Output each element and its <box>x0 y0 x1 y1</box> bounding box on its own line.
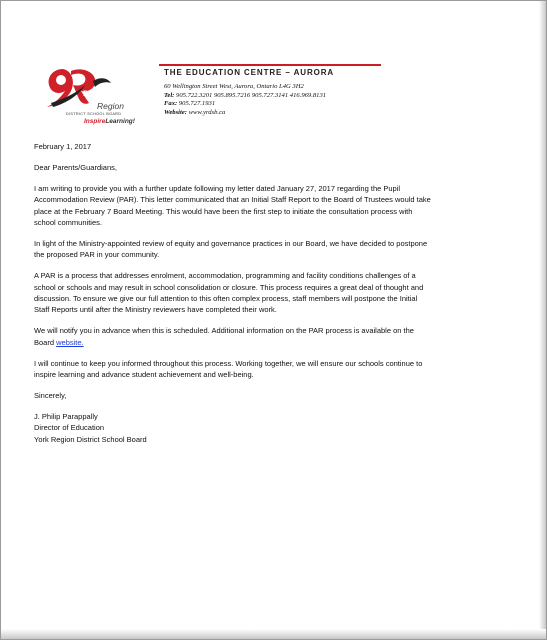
board-text: Board <box>34 337 57 347</box>
address-block <box>164 83 326 118</box>
paragraph-line: I am writing to provide you with a further update following my letter dated January 27, 2017 regarding the Pupil <box>34 183 401 193</box>
paragraph-line: school communities. <box>34 218 102 228</box>
paragraph-update <box>34 183 504 229</box>
logo-district-text: DISTRICT SCHOOL BOARD <box>66 112 122 116</box>
website-url[interactable]: www.yrdsb.ca <box>188 109 226 117</box>
logo-letter: R <box>83 89 89 98</box>
signer-organization: York Region District School Board <box>34 434 147 444</box>
paragraph-line: place at the February 7 Board Meeting. This would have been the first step to initiate the consultation process with <box>34 206 413 216</box>
paragraph-line: We will notify you in advance when this is scheduled. Additional information on the PAR process is available on the <box>34 326 414 336</box>
paragraph-line: Accommodation Review (PAR). This letter communicated that an Initial Staff Report to the Board of Trustees would take <box>34 195 431 205</box>
fax-number: 905.727.1931 <box>178 100 216 108</box>
telephone-line <box>164 92 326 101</box>
paragraph-line: inspire learning and advance student achievement and well-being. <box>34 370 254 380</box>
logo-tagline-inspire: Inspire <box>84 118 106 125</box>
paragraph-line: school or schools and may result in school consolidation or closure. This process requires a great deal of thought and <box>34 282 424 292</box>
website-line <box>164 109 326 118</box>
header-rule <box>159 64 381 66</box>
paragraph-line: Staff Reports until after the Ministry reviewers have completed their work. <box>34 305 277 315</box>
logo-tagline-learning: Learning! <box>105 118 135 125</box>
paragraph-line: the proposed PAR in your community. <box>34 250 160 260</box>
paragraph-line <box>34 337 504 348</box>
signer-name: J. Philip Parappally <box>34 411 98 421</box>
paragraph-line: A PAR is a process that addresses enrolment, accommodation, programming and facility conditions challenges of a <box>34 271 416 281</box>
letter-body <box>34 141 504 455</box>
street-address: 60 Wellington Street West, Aurora, Ontario L4G 3H2 <box>164 83 304 90</box>
signature-block <box>34 411 504 445</box>
website-label: Website: <box>164 109 187 117</box>
page-shadow-right <box>539 1 546 639</box>
page-shadow-bottom <box>1 629 546 639</box>
letter-closing: Sincerely, <box>34 391 67 400</box>
paragraph-postpone <box>34 238 504 261</box>
fax-line <box>164 100 326 109</box>
letter-date: February 1, 2017 <box>34 142 92 151</box>
paragraph-line: discussion. To ensure we give our full attention to this often complex process, staff members will postpone the Initial <box>34 294 418 304</box>
logo-tagline <box>84 118 135 125</box>
letter-salutation: Dear Parents/Guardians, <box>34 162 117 172</box>
paragraph-closing-note <box>34 358 504 381</box>
website-link[interactable]: website. <box>56 337 84 347</box>
fax-label: Fax: <box>164 100 178 108</box>
paragraph-line: In light of the Ministry-appointed review of equity and governance practices in our Board, we have decided to postpone <box>34 238 428 248</box>
tel-label: Tel: <box>164 91 175 99</box>
paragraph-par-process <box>34 270 504 316</box>
paragraph-line: I will continue to keep you informed throughout this process. Working together, we will ensure our schools continue to <box>34 358 423 368</box>
tel-numbers: 905.722.3201 905.895.7216 905.727.3141 416.969.8131 <box>176 91 327 99</box>
centre-title: THE EDUCATION CENTRE – AURORA <box>164 68 335 77</box>
paragraph-notify <box>34 325 504 348</box>
signer-title: Director of Education <box>34 423 105 433</box>
logo-region-text: Region <box>97 101 124 111</box>
